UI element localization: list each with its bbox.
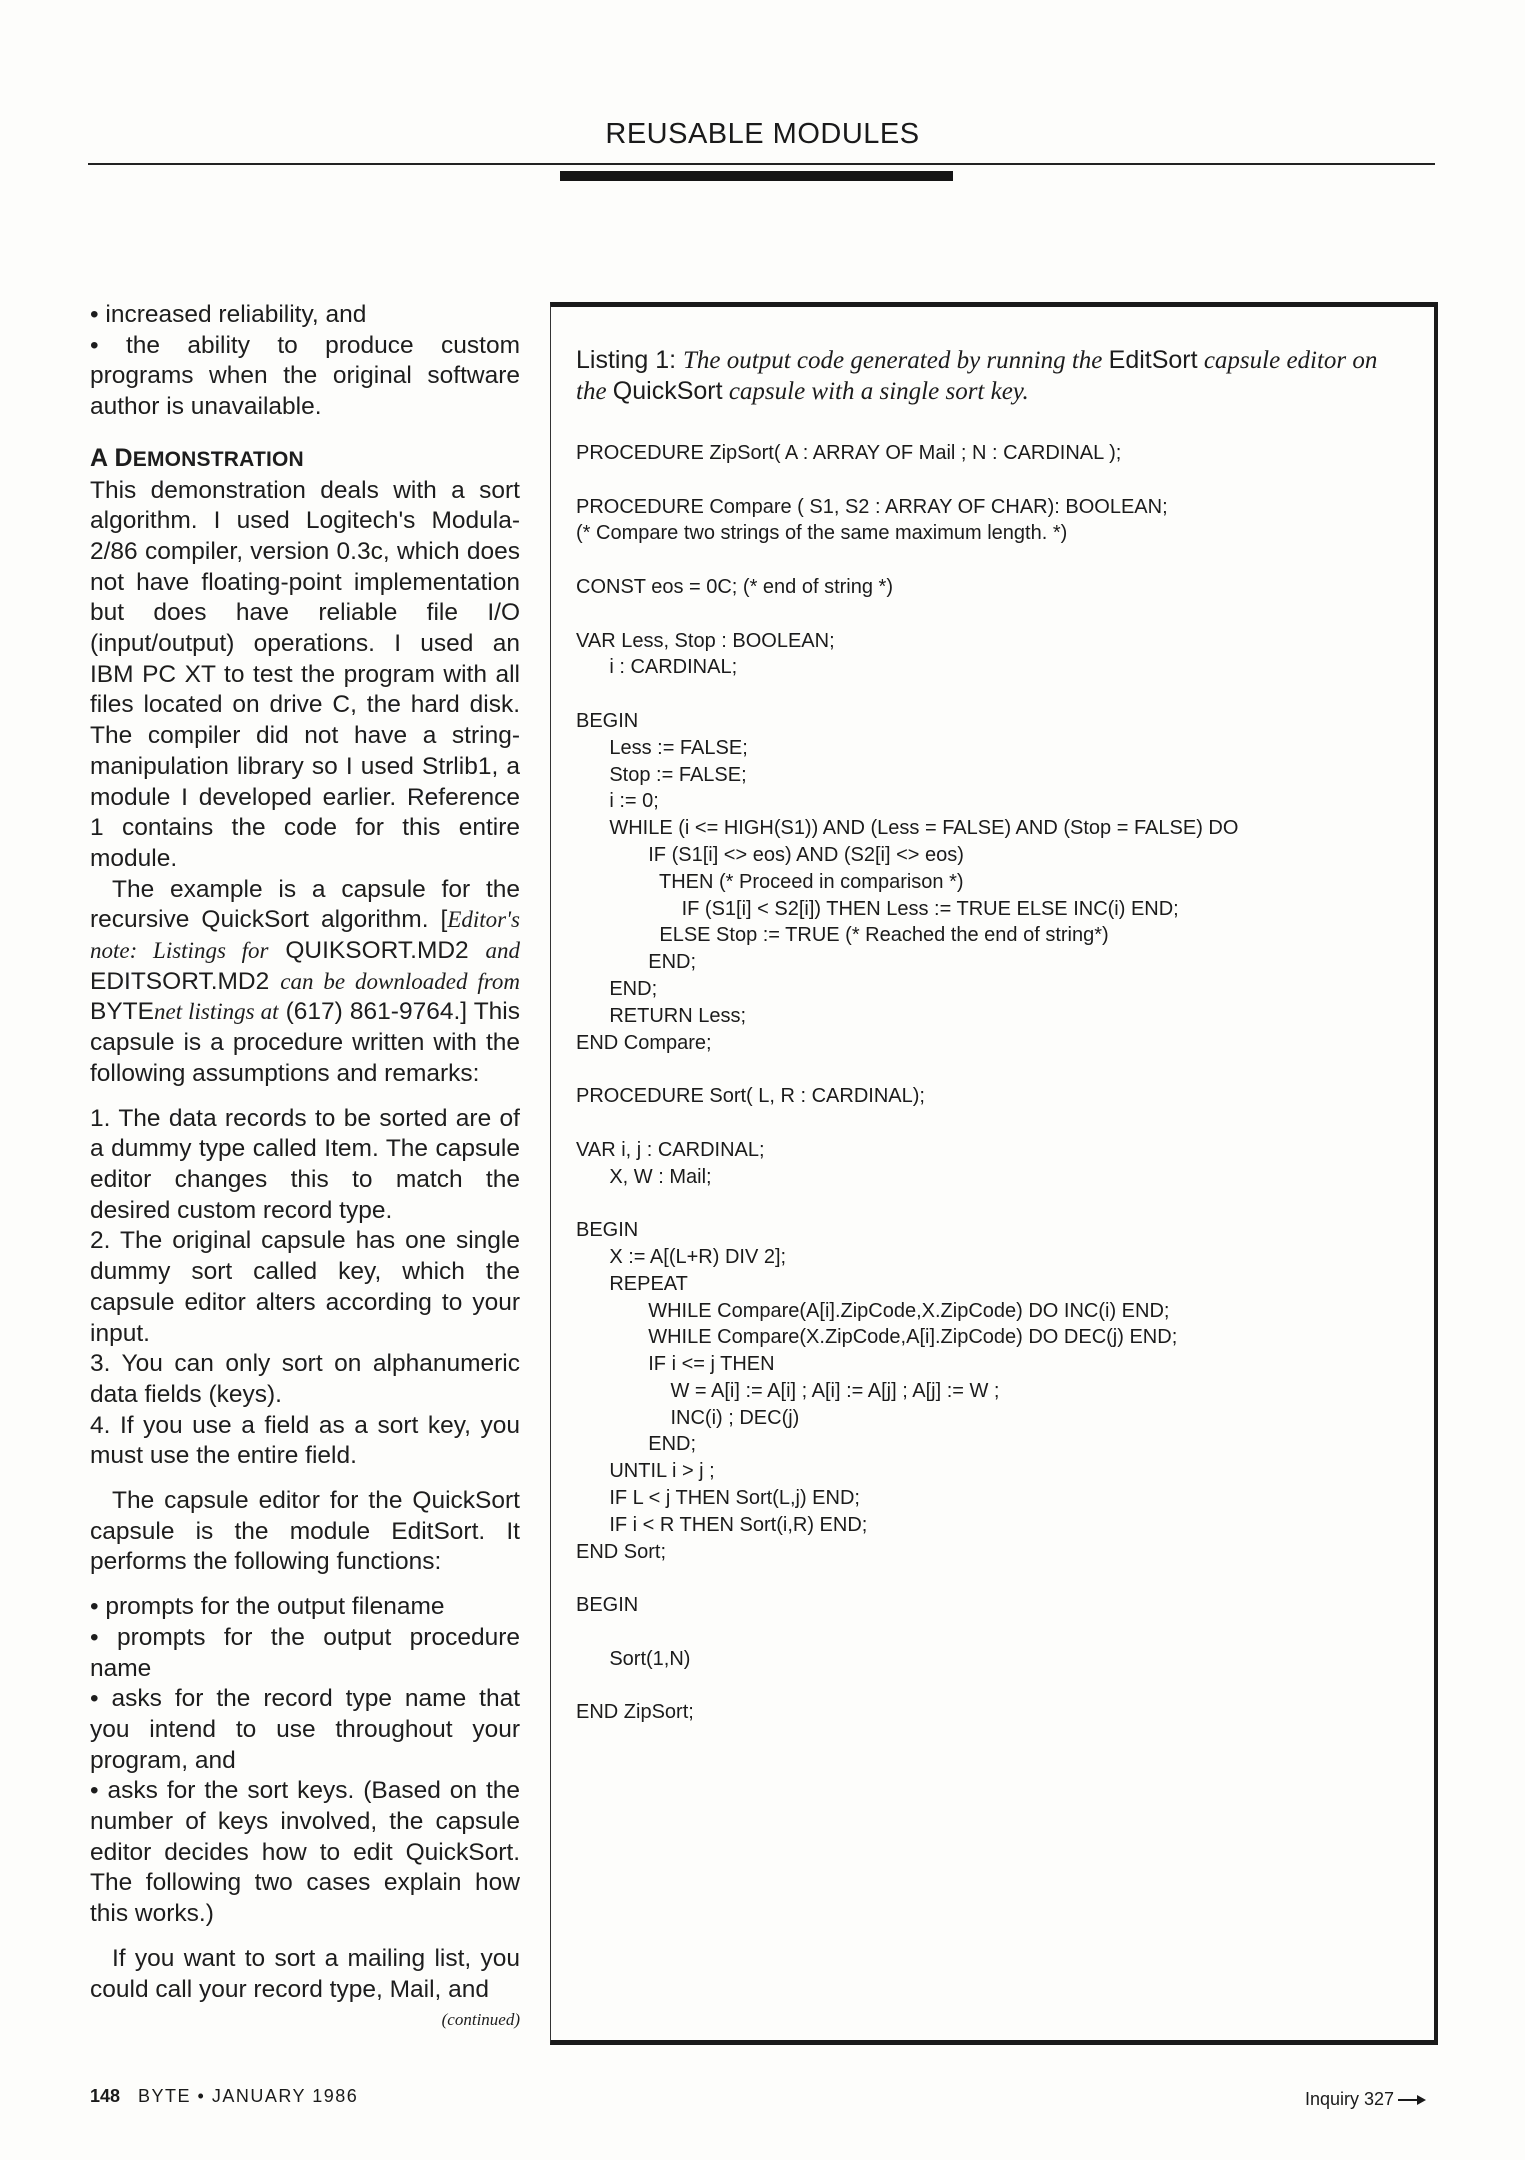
- code-line: IF (S1[i] < S2[i]) THEN Less := TRUE ELSE INC(i) END;: [576, 897, 1179, 920]
- code-line: END;: [576, 977, 658, 1000]
- code-line: IF L < j THEN Sort(L,j) END;: [576, 1487, 860, 1510]
- code-line: IF i <= j THEN: [576, 1353, 775, 1376]
- footer-folio: [90, 2086, 358, 2107]
- code-line: WHILE Compare(X.ZipCode,A[i].ZipCode) DO DEC(j) END;: [576, 1326, 1178, 1349]
- code-line: (* Compare two strings of the same maximum length. *): [576, 522, 1068, 545]
- numbered-item-3: 3. You can only sort on alphanumeric data fields (keys).: [90, 1350, 520, 1408]
- function-bullet-4: • asks for the sort keys. (Based on the number of keys involved, the capsule editor decides how to edit QuickSort. The following two cases explain how this works.): [90, 1776, 520, 1930]
- code-line: BEGIN: [576, 709, 639, 732]
- code-line: IF (S1[i] <> eos) AND (S2[i] <> eos): [576, 843, 964, 866]
- code-line: INC(i) ; DEC(j): [576, 1406, 800, 1429]
- code-line: END Compare;: [576, 1031, 712, 1054]
- code-line: END Sort;: [576, 1540, 667, 1563]
- code-line: END;: [576, 951, 697, 974]
- numbered-item-2: 2. The original capsule has one single dummy sort called key, which the capsule editor alters according to your input.: [90, 1227, 520, 1347]
- magazine-issue: BYTE • JANUARY 1986: [138, 2086, 359, 2106]
- code-line: RETURN Less;: [576, 1004, 747, 1027]
- code-line: VAR Less, Stop : BOOLEAN;: [576, 629, 835, 652]
- code-spacer: [576, 467, 1426, 494]
- arrow-right-icon: [1398, 2095, 1426, 2105]
- paragraph-capsule-editor: The capsule editor for the QuickSort capsule is the module EditSort. It performs the following functions:: [90, 1487, 520, 1576]
- paragraph-mailing-list: If you want to sort a mailing list, you could call your record type, Mail, and: [90, 1944, 520, 2003]
- code-spacer: [576, 547, 1426, 574]
- code-line: THEN (* Proceed in comparison *): [576, 870, 964, 893]
- code-line: i : CARDINAL;: [576, 656, 738, 679]
- continued-note: (continued): [441, 2010, 520, 2030]
- code-line: Sort(1,N): [576, 1647, 691, 1670]
- code-line: BEGIN: [576, 1594, 639, 1617]
- code-listing: [576, 440, 1426, 1726]
- code-line: PROCEDURE Sort( L, R : CARDINAL);: [576, 1085, 925, 1108]
- page-number: 148: [90, 2086, 121, 2106]
- code-line: i := 0;: [576, 790, 659, 813]
- code-line: REPEAT: [576, 1272, 688, 1295]
- numbered-item-4: 4. If you use a field as a sort key, you must use the entire field.: [90, 1411, 520, 1470]
- header-rule: [88, 163, 1435, 165]
- code-spacer: [576, 1565, 1426, 1592]
- code-line: W = A[i] := A[i] ; A[i] := A[j] ; A[j] := W ;: [576, 1379, 1000, 1402]
- function-bullet-2: • prompts for the output procedure name: [90, 1623, 520, 1684]
- numbered-item-1: 1. The data records to be sorted are of a dummy type called Item. The capsule editor changes this to match the desired custom record type.: [90, 1104, 520, 1224]
- code-spacer: [576, 601, 1426, 628]
- code-line: END ZipSort;: [576, 1701, 694, 1724]
- code-line: ELSE Stop := TRUE (* Reached the end of string*): [576, 924, 1109, 947]
- code-line: END;: [576, 1433, 697, 1456]
- code-line: X := A[(L+R) DIV 2];: [576, 1245, 787, 1268]
- code-line: IF i < R THEN Sort(i,R) END;: [576, 1513, 868, 1536]
- code-spacer: [576, 1056, 1426, 1083]
- code-line: X, W : Mail;: [576, 1165, 712, 1188]
- code-line: WHILE (i <= HIGH(S1)) AND (Less = FALSE) AND (Stop = FALSE) DO: [576, 817, 1239, 840]
- listing-caption: Listing 1: The output code generated by running the EditSort capsule editor on the QuickSort capsule with a single sort key.: [576, 346, 1378, 405]
- code-line: UNTIL i > j ;: [576, 1460, 715, 1483]
- section-heading: A DEMONSTRATION: [90, 443, 304, 472]
- intro-bullet-2: • the ability to produce custom programs when the original software author is unavailable.: [90, 331, 520, 423]
- code-line: CONST eos = 0C; (* end of string *): [576, 575, 893, 598]
- code-line: PROCEDURE ZipSort( A : ARRAY OF Mail ; N : CARDINAL );: [576, 442, 1122, 464]
- code-line: BEGIN: [576, 1219, 639, 1242]
- function-bullet-3: • asks for the record type name that you intend to use throughout your program, and: [90, 1684, 520, 1776]
- paragraph-example: The example is a capsule for the recursive QuickSort algorithm. [Editor's note: Listings for QUIKSORT.MD2 and EDITSORT.MD2 can be downloaded from BYTEnet listings at (617) 861-9764.] This capsule is a procedure written with the following assumptions and remarks:: [90, 875, 521, 1087]
- inquiry-reference: Inquiry 327: [1305, 2089, 1426, 2110]
- code-line: Stop := FALSE;: [576, 763, 747, 786]
- code-line: PROCEDURE Compare ( S1, S2 : ARRAY OF CHAR): BOOLEAN;: [576, 495, 1168, 518]
- code-spacer: [576, 1190, 1426, 1217]
- code-line: Less := FALSE;: [576, 736, 748, 759]
- code-spacer: [576, 1110, 1426, 1137]
- left-column: [90, 300, 520, 2036]
- function-bullet-1: • prompts for the output filename: [90, 1592, 520, 1623]
- header-bar: [560, 171, 953, 181]
- code-spacer: [576, 1619, 1426, 1646]
- code-spacer: [576, 681, 1426, 708]
- code-line: VAR i, j : CARDINAL;: [576, 1138, 765, 1161]
- intro-bullet-1: • increased reliability, and: [90, 300, 520, 331]
- running-header: REUSABLE MODULES: [605, 118, 920, 150]
- paragraph-demonstration: This demonstration deals with a sort algorithm. I used Logitech's Modula-2/86 compiler, version 0.3c, which does not have floating-point implementation but does have reliable file I/O (input/output) operations. I used an IBM PC XT to test the program with all files located on drive C, the hard disk. The compiler did not have a string-manipulation library so I used Strlib1, a module I developed earlier. Reference 1 contains the code for this entire module.: [90, 476, 520, 872]
- code-spacer: [576, 1673, 1426, 1700]
- code-line: WHILE Compare(A[i].ZipCode,X.ZipCode) DO INC(i) END;: [576, 1299, 1170, 1322]
